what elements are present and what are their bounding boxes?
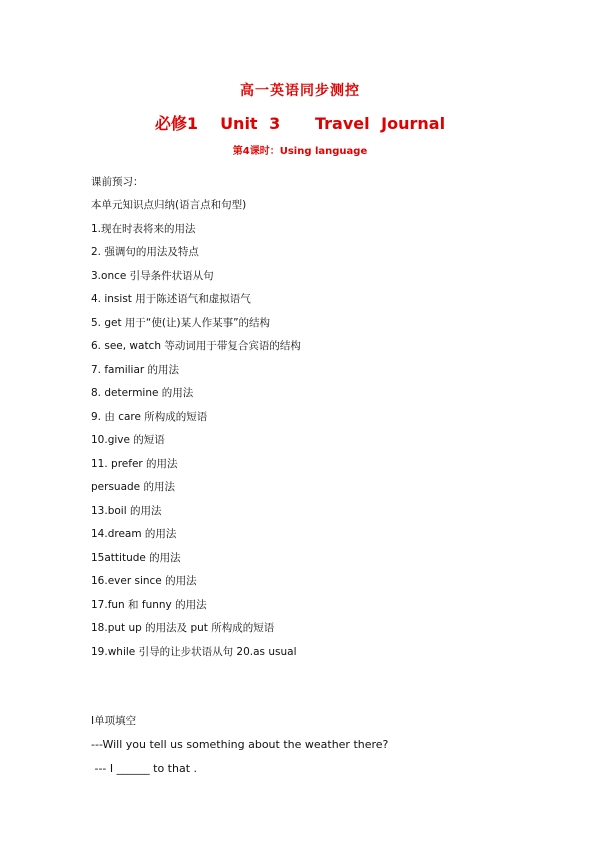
list-item: 17.fun 和 funny 的用法 bbox=[91, 599, 207, 611]
list-item: 11. prefer 的用法 bbox=[91, 458, 178, 470]
list-item: 13.boil 的用法 bbox=[91, 505, 162, 517]
lesson-heading: 第4课时：Using language bbox=[232, 146, 368, 157]
list-item: 18.put up 的用法及 put 所构成的短语 bbox=[91, 622, 275, 634]
list-item: 6. see, watch 等动词用于带复合宾语的结构 bbox=[91, 340, 301, 352]
unit-heading-book: 必修1 bbox=[154, 114, 199, 133]
list-item: 19.while 引导的让步状语从句 20.as usual bbox=[91, 646, 297, 658]
list-item: 9. 由 care 所构成的短语 bbox=[91, 411, 208, 423]
unit-heading bbox=[0, 111, 600, 134]
list-item: 14.dream 的用法 bbox=[91, 528, 177, 540]
list-item: 7. familiar 的用法 bbox=[91, 364, 180, 376]
preview-label: 课前预习： bbox=[91, 176, 144, 188]
question-line: --- I ______ to that . bbox=[91, 762, 198, 775]
list-item: 4. insist 用于陈述语气和虚拟语气 bbox=[91, 293, 251, 305]
list-item: persuade 的用法 bbox=[91, 481, 175, 493]
list-item: 1.现在时表将来的用法 bbox=[91, 223, 196, 235]
list-item: 16.ever since 的用法 bbox=[91, 575, 197, 587]
list-item: 10.give 的短语 bbox=[91, 434, 165, 446]
question-line: ---Will you tell us something about the weather there? bbox=[91, 738, 389, 751]
page-title: 高一英语同步测控 bbox=[240, 83, 360, 99]
list-item: 8. determine 的用法 bbox=[91, 387, 194, 399]
list-item: 5. get 用于“使(让)某人作某事”的结构 bbox=[91, 317, 271, 329]
list-item: 3.once 引导条件状语从句 bbox=[91, 270, 214, 282]
exercise-section-label: Ⅰ单项填空 bbox=[91, 715, 137, 727]
summary-label: 本单元知识点归纳(语言点和句型) bbox=[91, 199, 247, 211]
unit-heading-unit: Unit 3 Travel Journal bbox=[220, 114, 446, 133]
list-item: 2. 强调句的用法及特点 bbox=[91, 246, 199, 258]
list-item: 15attitude 的用法 bbox=[91, 552, 181, 564]
